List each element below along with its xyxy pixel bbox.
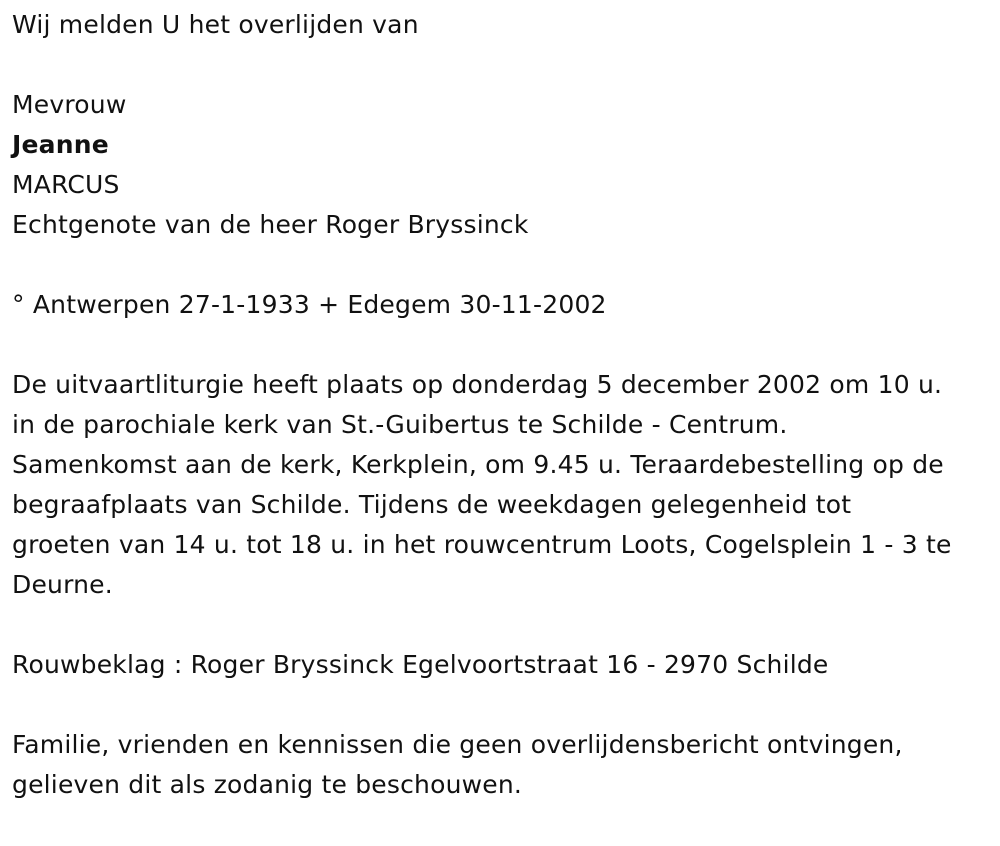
spacer [12,45,992,85]
funeral-line: Samenkomst aan de kerk, Kerkplein, om 9.45 u. Teraardebestelling op de [12,450,944,479]
deceased-first-name: Jeanne [12,130,109,159]
spacer [12,685,992,725]
funeral-line: begraafplaats van Schilde. Tijdens de weekdagen gelegenheid tot [12,490,852,519]
condolences-address: Rouwbeklag : Roger Bryssinck Egelvoortstraat 16 - 2970 Schilde [12,650,829,679]
spacer [12,605,992,645]
spouse-line: Echtgenote van de heer Roger Bryssinck [12,210,529,239]
closing-line: Familie, vrienden en kennissen die geen overlijdensbericht ontvingen, [12,730,903,759]
deceased-title: Mevrouw [12,90,127,119]
spacer [12,245,992,285]
funeral-line: in de parochiale kerk van St.-Guibertus te Schilde - Centrum. [12,410,788,439]
closing-line: gelieven dit als zodanig te beschouwen. [12,770,523,799]
funeral-details [12,365,992,605]
birth-death-dates: ° Antwerpen 27-1-1933 + Edegem 30-11-2002 [12,290,607,319]
death-notice [12,5,992,805]
funeral-line: groeten van 14 u. tot 18 u. in het rouwcentrum Loots, Cogelsplein 1 - 3 te [12,530,952,559]
spacer [12,325,992,365]
deceased-last-name: MARCUS [12,170,120,199]
funeral-line: Deurne. [12,570,113,599]
closing-note [12,725,992,805]
funeral-line: De uitvaartliturgie heeft plaats op donderdag 5 december 2002 om 10 u. [12,370,943,399]
notice-intro: Wij melden U het overlijden van [12,10,419,39]
